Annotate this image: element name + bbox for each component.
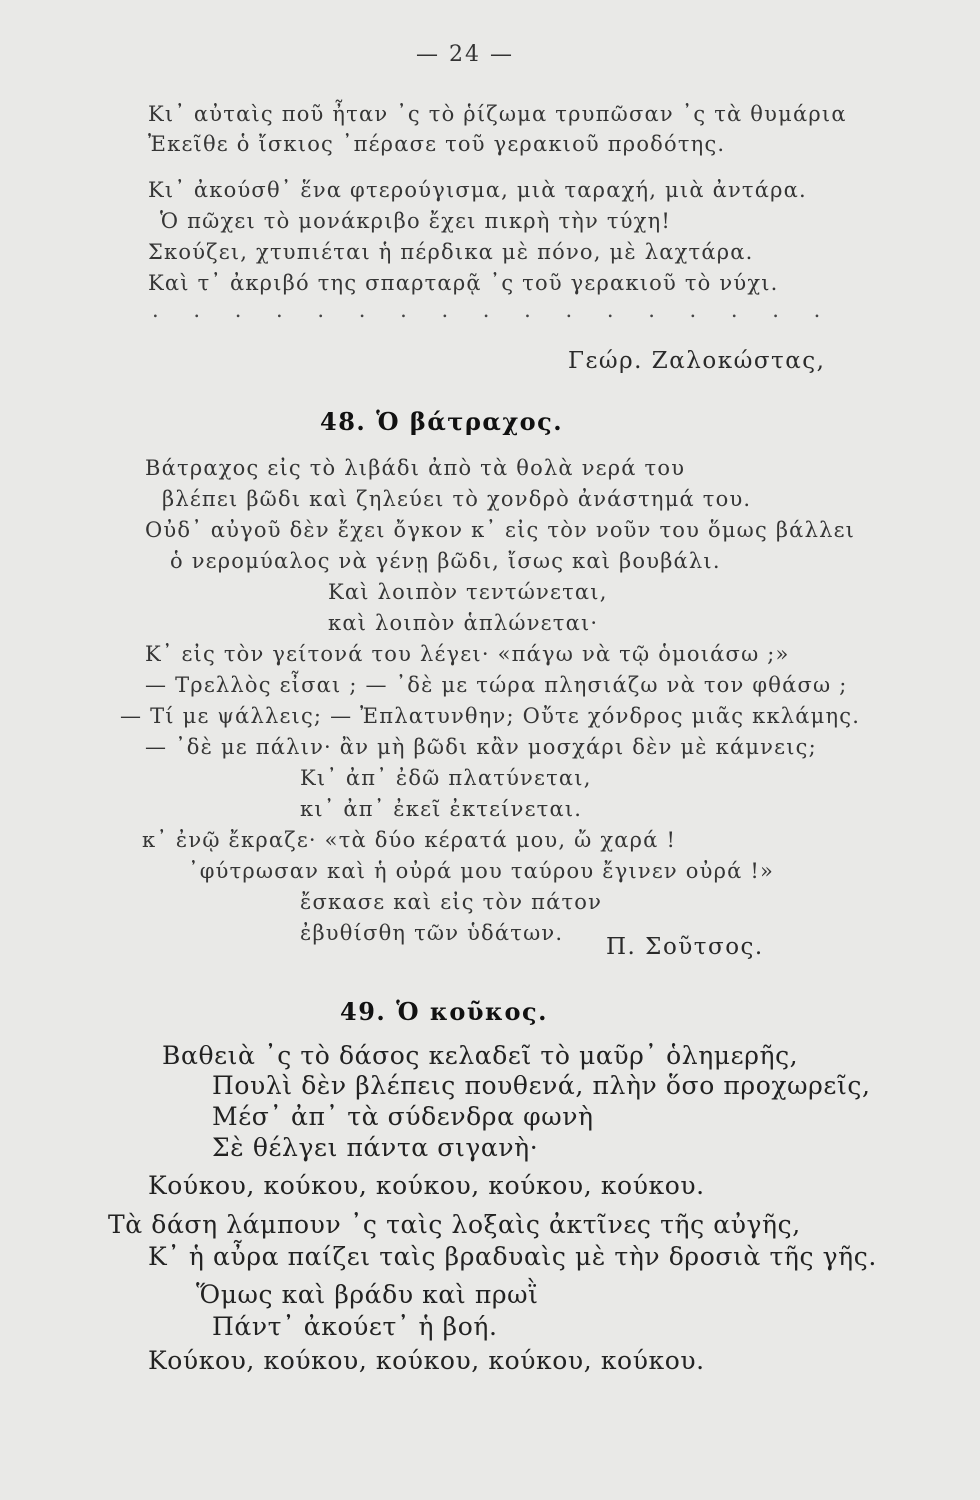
poem3-line: Ὅμως καὶ βράδυ καὶ πρωῒ bbox=[196, 1280, 539, 1309]
ellipsis-divider: . . . . . . . . . . . . . . . . . bbox=[152, 298, 835, 322]
poem3-heading: 49. Ὁ κοῦκος. bbox=[340, 997, 549, 1026]
poem2-line: — ᾽δὲ με πάλιν· ἂν μὴ βῶδι κἂν μοσχάρι δὲν μὲ κάμνεις; bbox=[145, 735, 817, 759]
poem3-line: Τὰ δάση λάμπουν ᾽ς ταὶς λοξαὶς ἀκτῖνες τῆς αὐγῆς, bbox=[108, 1210, 801, 1239]
poem3-line: Κ᾽ ἡ αὖρα παίζει ταὶς βραδυαὶς μὲ τὴν δροσιὰ τῆς γῆς. bbox=[148, 1242, 877, 1271]
poem1-author: Γεώρ. Ζαλοκώστας, bbox=[568, 348, 826, 374]
poem3-line: Πουλὶ δὲν βλέπεις πουθενά, πλὴν ὅσο προχωρεῖς, bbox=[212, 1071, 871, 1100]
poem2-line: Καὶ λοιπὸν τεντώνεται, bbox=[328, 580, 608, 604]
poem2-line: ἔσκασε καὶ εἰς τὸν πάτον bbox=[300, 890, 603, 914]
poem1-line: Σκούζει, χτυπιέται ἡ πέρδικα μὲ πόνο, μὲ λαχτάρα. bbox=[148, 240, 754, 264]
poem2-line: κ᾽ ἐνῷ ἔκραζε· «τὰ δύο κέρατά μου, ὤ χαρά ! bbox=[142, 828, 677, 852]
poem1-line: Ἐκεῖθε ὁ ἴσκιος ᾽πέρασε τοῦ γερακιοῦ προδότης. bbox=[148, 132, 726, 156]
poem3-line: Σὲ θέλγει πάντα σιγανὴ· bbox=[212, 1133, 539, 1162]
poem2-line: Κι᾽ ἀπ᾽ ἐδῶ πλατύνεται, bbox=[300, 766, 592, 790]
poem3-line: Πάντ᾽ ἀκούετ᾽ ἡ βοή. bbox=[212, 1312, 498, 1341]
poem2-author: Π. Σοῦτσος. bbox=[606, 934, 764, 960]
poem3-refrain: Κούκου, κούκου, κούκου, κούκου, κούκου. bbox=[148, 1171, 705, 1200]
poem1-line: Κι᾽ ἀκούσθ᾽ ἕνα φτερούγισμα, μιὰ ταραχή, μιὰ ἀντάρα. bbox=[148, 178, 807, 202]
poem2-line: — Τί με ψάλλεις; — Ἐπλατυνθην; Οὔτε χόνδρος μιᾶς κκλάμης. bbox=[120, 704, 861, 728]
poem2-line: κι᾽ ἀπ᾽ ἐκεῖ ἐκτείνεται. bbox=[300, 797, 583, 821]
poem3-refrain: Κούκου, κούκου, κούκου, κούκου, κούκου. bbox=[148, 1346, 705, 1375]
poem2-line: ᾽φύτρωσαν καὶ ἡ οὐρά μου ταύρου ἔγινεν οὐρά !» bbox=[188, 859, 775, 883]
poem1-line: Καὶ τ᾽ ἀκριβό της σπαρταρᾷ ᾽ς τοῦ γερακιοῦ τὸ νύχι. bbox=[148, 271, 779, 295]
page-number: — 24 — bbox=[416, 42, 514, 67]
poem3-line: Μέσ᾽ ἀπ᾽ τὰ σύδενδρα φωνὴ bbox=[212, 1102, 594, 1131]
poem1-line: Ὁ πῶχει τὸ μονάκριβο ἔχει πικρὴ τὴν τύχη! bbox=[160, 209, 672, 233]
poem3-line: Βαθειὰ ᾽ς τὸ δάσος κελαδεῖ τὸ μαῦρ᾽ ὁλημερῆς, bbox=[162, 1041, 799, 1070]
poem2-heading: 48. Ὁ βάτραχος. bbox=[320, 407, 564, 436]
poem1-line: Κι᾽ αὐταὶς ποῦ ἦταν ᾽ς τὸ ῥίζωμα τρυπῶσαν ᾽ς τὰ θυμάρια bbox=[148, 102, 847, 126]
poem2-line: ἐβυθίσθη τῶν ὑδάτων. bbox=[300, 921, 564, 945]
poem2-line: — Τρελλὸς εἶσαι ; — ᾽δὲ με τώρα πλησιάζω νὰ τον φθάσω ; bbox=[145, 673, 848, 697]
poem2-line: καὶ λοιπὸν ἁπλώνεται· bbox=[328, 611, 599, 635]
poem2-line: Βάτραχος εἰς τὸ λιβάδι ἀπὸ τὰ θολὰ νερά του bbox=[145, 456, 686, 480]
poem2-line: Κ᾽ εἰς τὸν γείτονά του λέγει· «πάγω νὰ τῷ ὁμοιάσω ;» bbox=[145, 642, 790, 666]
poem2-line: Οὐδ᾽ αὐγοῦ δὲν ἔχει ὄγκον κ᾽ εἰς τὸν νοῦν του ὅμως βάλλει bbox=[145, 518, 856, 542]
poem2-line: βλέπει βῶδι καὶ ζηλεύει τὸ χονδρὸ ἀνάστημά του. bbox=[162, 487, 752, 511]
poem2-line: ὁ νερομύαλος νὰ γένῃ βῶδι, ἴσως καὶ βουβάλι. bbox=[170, 549, 721, 573]
